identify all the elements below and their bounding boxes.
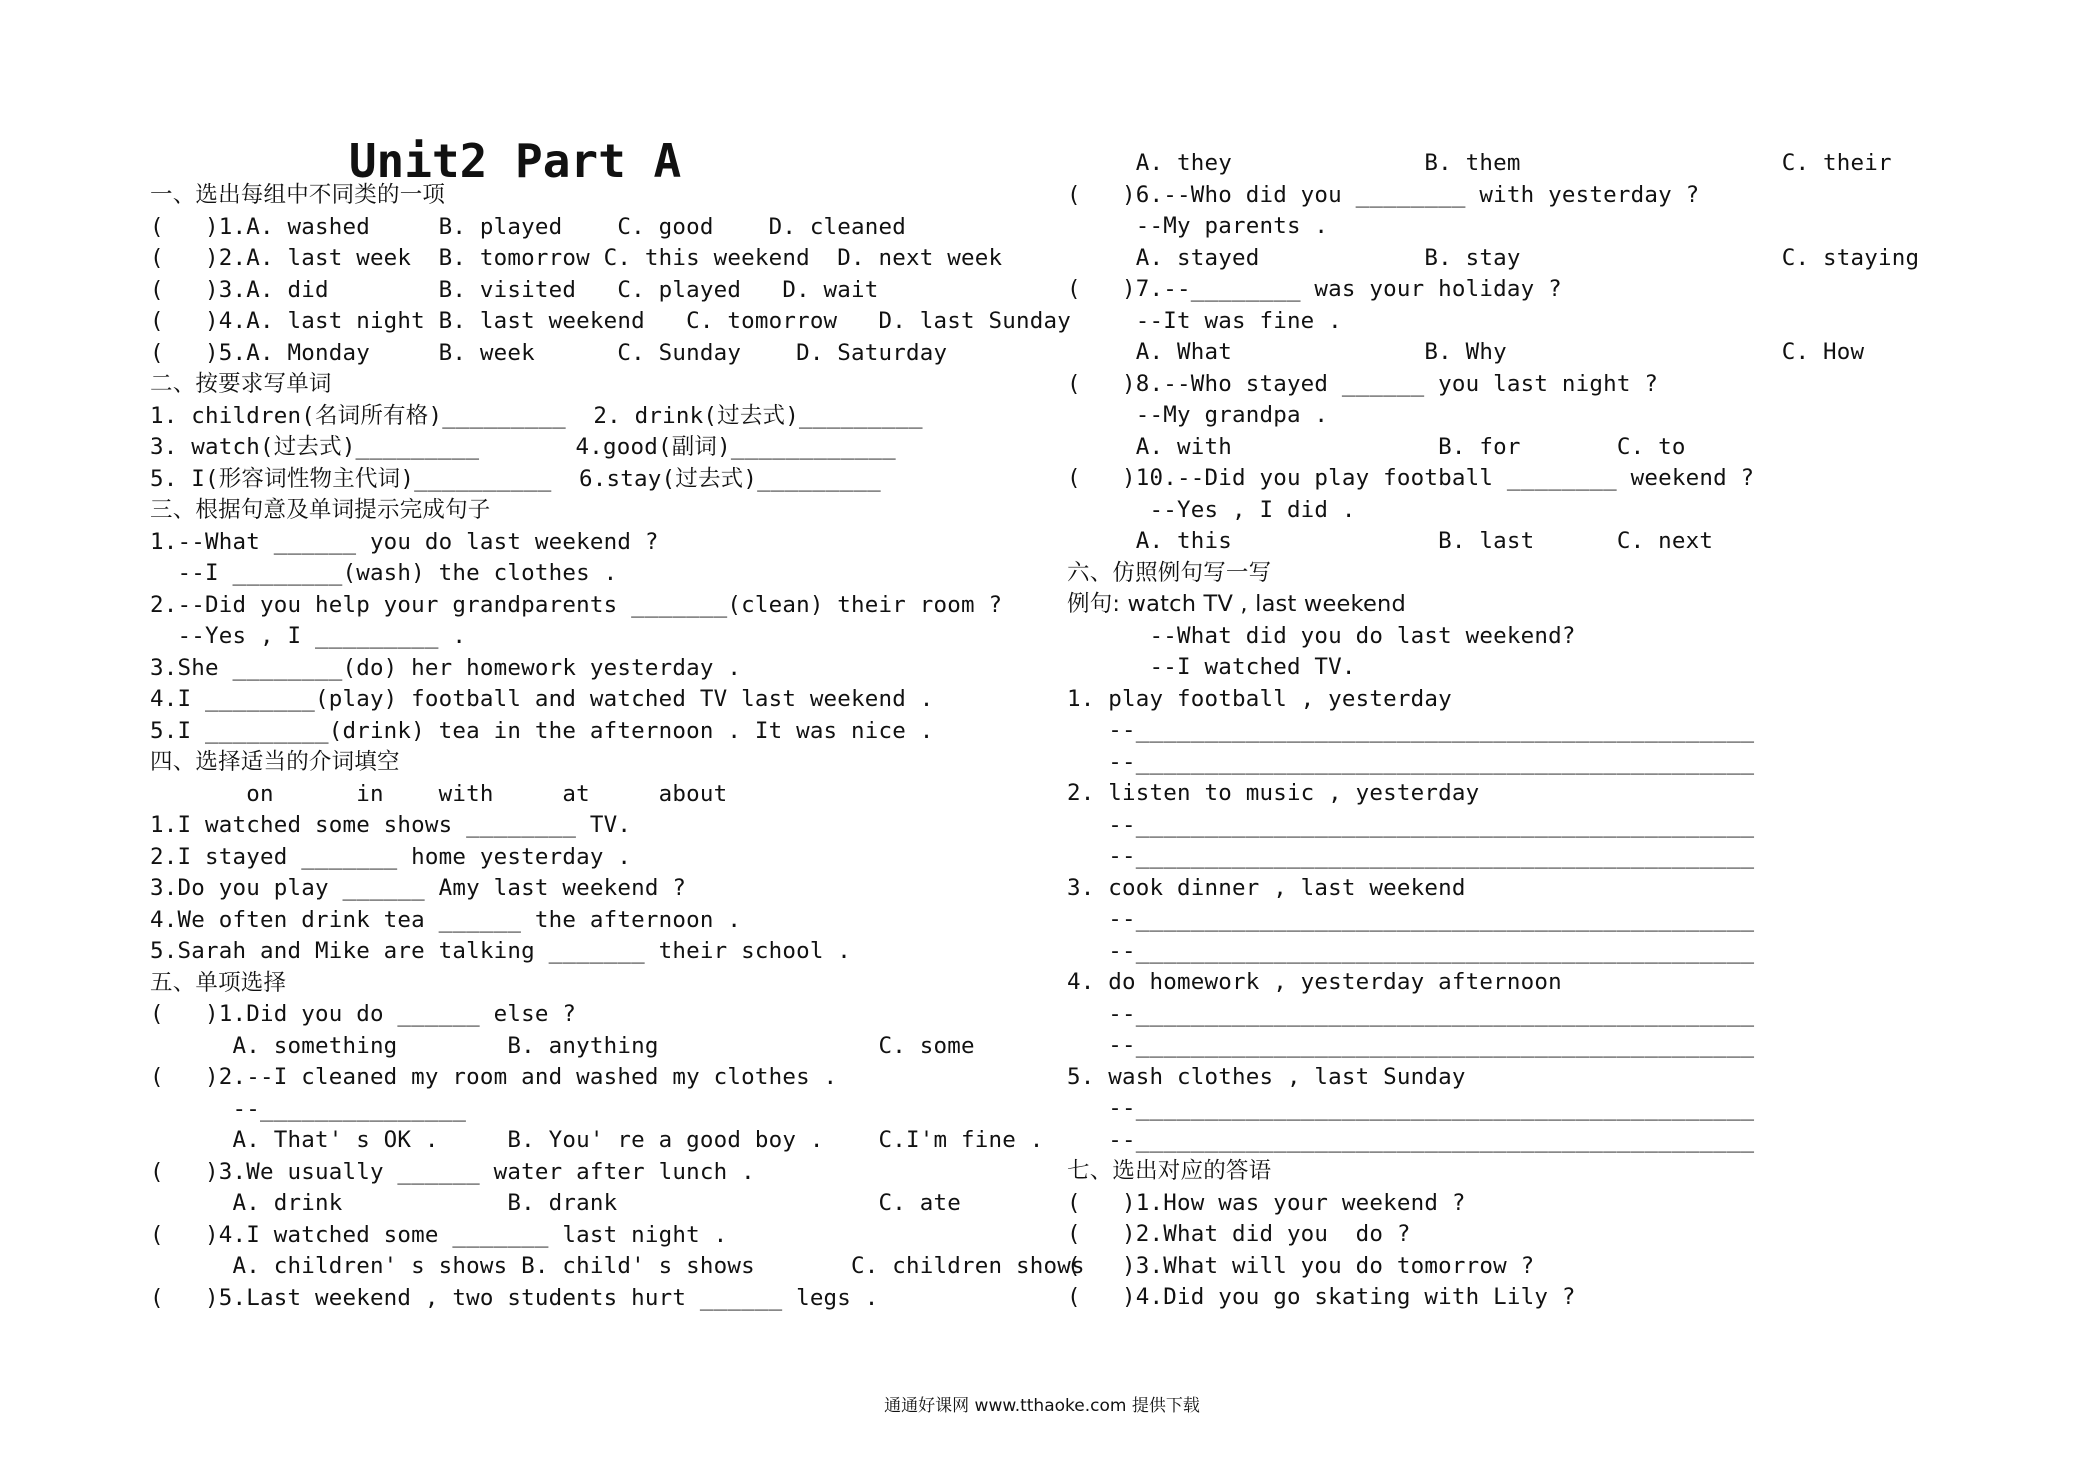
right-line: --My parents . [1067, 213, 1329, 239]
right-line: A. stayed B. stay C. staying [1067, 244, 1920, 271]
right-line: --_____________________________________________ [1067, 717, 1755, 743]
left-line: ( )4.A. last night B. last weekend C. tomorrow D. last Sunday [150, 308, 1071, 334]
right-line: --_____________________________________________ [1067, 1000, 1755, 1027]
right-line: --Yes , I did . [1067, 496, 1356, 523]
right-line: ( )10.--Did you play football ________ weekend ? [1067, 465, 1755, 491]
right-line: ( )6.--Who did you ________ with yesterday ? [1067, 181, 1700, 208]
right-line: 5. wash clothes , last Sunday [1067, 1063, 1466, 1090]
left-line: --Yes , I _________ . [150, 623, 467, 649]
left-line: A. That' s OK . B. You' re a good boy . C.I'm fine . [150, 1127, 1044, 1153]
left-line: 2.--Did you help your grandparents _______(clean) their room ? [150, 591, 1003, 618]
right-line: A. this B. last C. next [1067, 528, 1714, 554]
page-title: Unit2 Part A [348, 134, 682, 188]
right-line: --_____________________________________________ [1067, 1095, 1755, 1121]
left-line: A. children' s shows B. child' s shows C. children shows [150, 1253, 1085, 1279]
left-line: ( )5.Last weekend , two students hurt ______ legs . [150, 1284, 879, 1311]
right-line: ( )7.--________ was your holiday ? [1067, 276, 1562, 302]
left-line: ( )3.We usually ______ water after lunch . [150, 1158, 755, 1185]
right-line: A. with B. for C. to [1067, 433, 1686, 460]
right-line: --_____________________________________________ [1067, 843, 1755, 869]
left-line: 1.--What ______ you do last weekend ? [150, 528, 659, 555]
right-line: 例句: watch TV , last weekend [1067, 591, 1406, 617]
left-line: --_______________ [150, 1095, 467, 1122]
right-column [1067, 148, 2067, 1314]
right-line: --_____________________________________________ [1067, 1032, 1755, 1058]
left-line: 3.Do you play ______ Amy last weekend ? [150, 875, 687, 901]
right-line: --_____________________________________________ [1067, 937, 1755, 964]
left-column [150, 180, 1085, 1314]
left-line: 4.I ________(play) football and watched TV last weekend . [150, 686, 934, 712]
left-line: 3. watch(过去式)_________ 4.good(副词)____________ [150, 434, 896, 460]
left-line: 2.I stayed _______ home yesterday . [150, 843, 632, 870]
left-line: 1. children(名词所有格)_________ 2. drink(过去式)_________ [150, 402, 923, 429]
left-line: ( )1.Did you do ______ else ? [150, 1001, 577, 1027]
left-line: ( )2.--I cleaned my room and washed my clothes . [150, 1064, 838, 1090]
left-line: ( )5.A. Monday B. week C. Sunday D. Saturday [150, 339, 948, 366]
right-line: ( )8.--Who stayed ______ you last night ? [1067, 370, 1659, 397]
right-line: --_____________________________________________ [1067, 906, 1755, 932]
right-line: 七、选出对应的答语 [1067, 1158, 1272, 1184]
right-line: --_____________________________________________ [1067, 811, 1755, 838]
left-line: A. drink B. drank C. ate [150, 1190, 962, 1216]
left-line: 四、选择适当的介词填空 [150, 749, 400, 775]
left-line: 五、单项选择 [150, 969, 287, 996]
right-line: 4. do homework , yesterday afternoon [1067, 969, 1562, 995]
left-line: 5.Sarah and Mike are talking _______ their school . [150, 938, 852, 964]
right-line: --I watched TV. [1067, 654, 1356, 680]
footer-text: 通通好课网 www.tthaoke.com 提供下载 [884, 1396, 1200, 1416]
left-line: ( )3.A. did B. visited C. played D. wait [150, 276, 879, 303]
right-line: 1. play football , yesterday [1067, 685, 1452, 712]
left-line: on in with at about [150, 780, 728, 807]
right-line: A. they B. them C. their [1067, 150, 1892, 176]
right-line: ( )2.What did you do ? [1067, 1221, 1411, 1247]
left-line: --I ________(wash) the clothes . [150, 560, 618, 586]
left-line: 4.We often drink tea ______ the afternoon . [150, 906, 742, 933]
left-line: 二、按要求写单词 [150, 371, 332, 397]
right-line: --It was fine . [1067, 307, 1342, 334]
right-line: A. What B. Why C. How [1067, 339, 1865, 365]
right-line: --My grandpa . [1067, 402, 1329, 428]
left-line: 1.I watched some shows ________ TV. [150, 812, 632, 838]
right-line: --_____________________________________________ [1067, 1126, 1755, 1153]
right-line: --_____________________________________________ [1067, 748, 1755, 775]
left-line: 5.I _________(drink) tea in the afternoon . It was nice . [150, 717, 934, 744]
right-line: --What did you do last weekend? [1067, 622, 1576, 649]
right-line: ( )3.What will you do tomorrow ? [1067, 1252, 1535, 1279]
left-line: 3.She ________(do) her homework yesterday . [150, 654, 742, 681]
left-line: 一、选出每组中不同类的一项 [150, 182, 446, 208]
right-line: ( )1.How was your weekend ? [1067, 1189, 1466, 1216]
right-line: 六、仿照例句写一写 [1067, 559, 1272, 586]
left-line: ( )1.A. washed B. played C. good D. cleaned [150, 213, 907, 240]
left-line: ( )4.I watched some _______ last night . [150, 1221, 728, 1248]
right-line: ( )4.Did you go skating with Lily ? [1067, 1284, 1576, 1310]
left-line: A. something B. anything C. some [150, 1032, 975, 1059]
right-line: 3. cook dinner , last weekend [1067, 874, 1466, 901]
left-line: 5. I(形容词性物主代词)__________ 6.stay(过去式)_________ [150, 465, 881, 492]
right-line: 2. listen to music , yesterday [1067, 780, 1480, 806]
left-line: ( )2.A. last week B. tomorrow C. this weekend D. next week [150, 245, 1003, 271]
left-line: 三、根据句意及单词提示完成句子 [150, 497, 491, 523]
